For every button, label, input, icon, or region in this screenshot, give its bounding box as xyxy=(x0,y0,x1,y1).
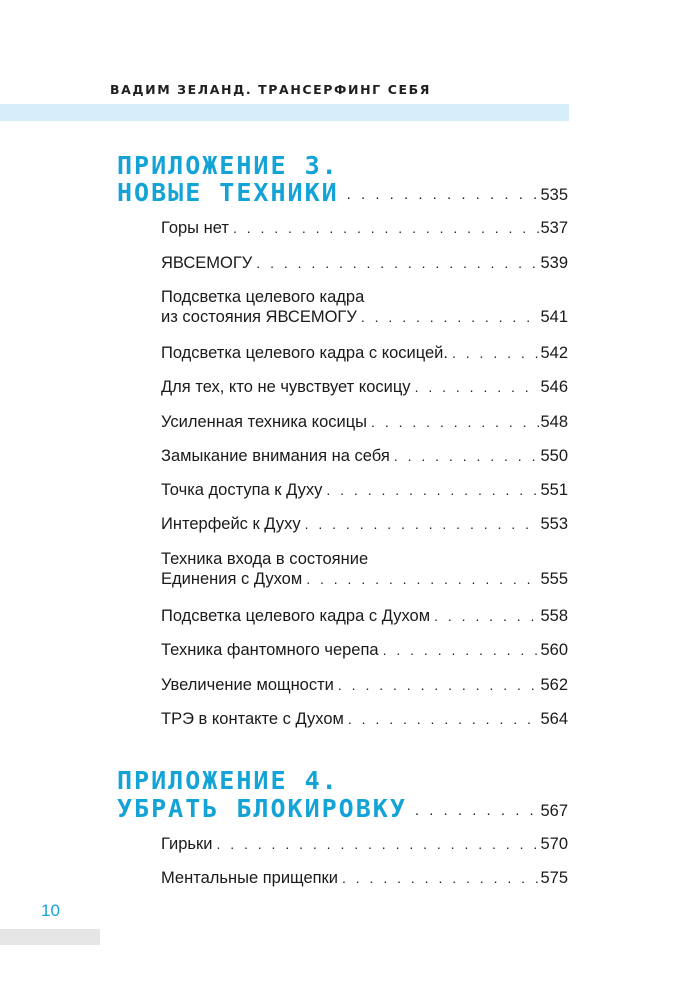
dot-leader xyxy=(302,572,540,589)
dot-leader xyxy=(212,837,540,854)
entry-title: Увеличение мощности xyxy=(161,676,334,694)
dot-leader xyxy=(322,483,540,500)
dot-leader xyxy=(357,310,541,327)
dot-leader xyxy=(448,346,540,363)
toc-entry[interactable] xyxy=(161,253,568,273)
toc-entry[interactable] xyxy=(161,834,568,854)
entry-page-number: 564 xyxy=(540,710,568,728)
footer-band xyxy=(0,929,100,945)
entry-title-line1: Подсветка целевого кадра xyxy=(161,288,365,306)
entry-title: Подсветка целевого кадра с косицей. xyxy=(161,344,448,362)
entry-title: из состояния ЯВСЕМОГУ xyxy=(161,308,357,326)
entry-title: Единения с Духом xyxy=(161,570,303,588)
section-title-line1: ПРИЛОЖЕНИЕ 3. xyxy=(117,151,339,180)
section-page-number: 535 xyxy=(540,186,568,204)
entry-page-number: 560 xyxy=(540,641,568,659)
dot-leader xyxy=(334,678,541,695)
entry-page-number: 541 xyxy=(540,308,568,326)
toc-entry[interactable] xyxy=(161,640,568,660)
entry-page-number: 551 xyxy=(540,481,568,499)
toc-entry[interactable] xyxy=(161,343,568,363)
entry-title: Гирьки xyxy=(161,835,213,853)
entry-page-number: 562 xyxy=(540,676,568,694)
toc-entry[interactable] xyxy=(161,412,568,432)
dot-leader xyxy=(367,415,540,432)
dot-leader xyxy=(252,256,540,273)
entry-page-number: 537 xyxy=(540,219,568,237)
entry-page-number: 570 xyxy=(540,835,568,853)
page-number: 10 xyxy=(41,901,60,920)
section-title-line2: НОВЫЕ ТЕХНИКИ xyxy=(117,178,339,207)
section-title-line2: УБРАТЬ БЛОКИРОВКУ xyxy=(117,794,407,823)
dot-leader xyxy=(411,380,541,397)
section-title-row[interactable] xyxy=(117,178,568,208)
entry-title: Замыкание внимания на себя xyxy=(161,447,390,465)
entry-title: ТРЭ в контакте с Духом xyxy=(161,710,344,728)
toc-entry[interactable] xyxy=(161,480,568,500)
entry-page-number: 555 xyxy=(540,570,568,588)
entry-title: ЯВСЕМОГУ xyxy=(161,254,253,272)
entry-title: Техника фантомного черепа xyxy=(161,641,379,659)
toc-entry[interactable] xyxy=(161,606,568,626)
dot-leader xyxy=(407,803,541,824)
entry-title-line1: Техника входа в состояние xyxy=(161,550,369,568)
section-page-number: 567 xyxy=(540,802,568,820)
section-title-row[interactable] xyxy=(117,794,568,824)
entry-title: Ментальные прищепки xyxy=(161,869,338,887)
toc-entry[interactable] xyxy=(161,709,568,729)
entry-title: Подсветка целевого кадра с Духом xyxy=(161,607,431,625)
entry-title: Точка доступа к Духу xyxy=(161,481,323,499)
toc-entry[interactable] xyxy=(161,514,568,534)
entry-title: Усиленная техника косицы xyxy=(161,413,368,431)
dot-leader xyxy=(338,871,540,888)
toc-entry[interactable] xyxy=(161,549,568,589)
entry-page-number: 575 xyxy=(540,869,568,887)
entry-page-number: 550 xyxy=(540,447,568,465)
dot-leader xyxy=(344,712,541,729)
toc-entry[interactable] xyxy=(161,377,568,397)
running-head-title: ВАДИМ ЗЕЛАНД. ТРАНСЕРФИНГ СЕБЯ xyxy=(110,82,431,97)
dot-leader xyxy=(301,517,541,534)
entry-title: Горы нет xyxy=(161,219,229,237)
entry-title: Интерфейс к Духу xyxy=(161,515,301,533)
dot-leader xyxy=(339,187,541,208)
dot-leader xyxy=(390,449,541,466)
toc-entry[interactable] xyxy=(161,287,568,327)
entry-page-number: 548 xyxy=(540,413,568,431)
entry-title: Для тех, кто не чувствует косицу xyxy=(161,378,411,396)
dot-leader xyxy=(430,609,540,626)
entry-page-number: 558 xyxy=(540,607,568,625)
toc-entry[interactable] xyxy=(161,218,568,238)
entry-page-number: 546 xyxy=(540,378,568,396)
toc-entry[interactable] xyxy=(161,675,568,695)
section-title-line1: ПРИЛОЖЕНИЕ 4. xyxy=(117,766,339,795)
header-band xyxy=(0,104,569,121)
entry-page-number: 542 xyxy=(540,344,568,362)
entry-page-number: 553 xyxy=(540,515,568,533)
toc-entry[interactable] xyxy=(161,868,568,888)
toc-entry[interactable] xyxy=(161,446,568,466)
dot-leader xyxy=(379,643,541,660)
dot-leader xyxy=(229,221,541,238)
entry-page-number: 539 xyxy=(540,254,568,272)
